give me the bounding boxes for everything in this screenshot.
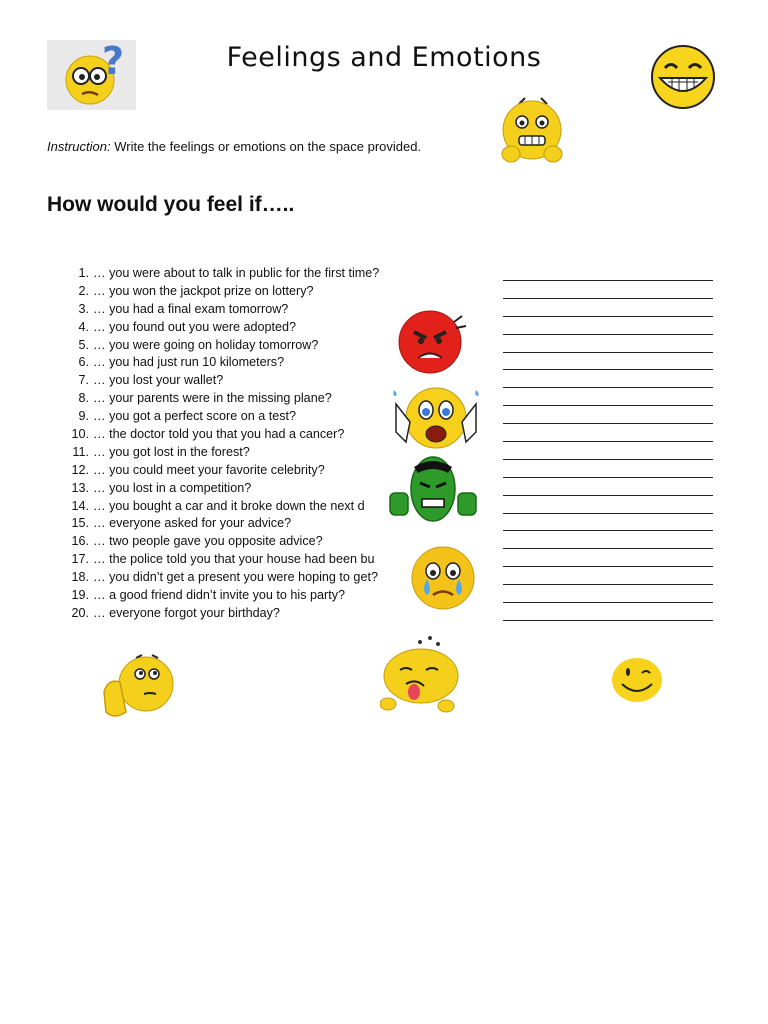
question-text: … you got lost in the forest?: [93, 444, 250, 459]
answer-blank-line[interactable]: [503, 515, 713, 531]
section-heading: How would you feel if…..: [47, 193, 295, 216]
question-number: 15.: [71, 516, 89, 531]
shocked-emoji-icon: [390, 382, 482, 454]
answer-blank-line[interactable]: [503, 372, 713, 388]
answer-blank-line[interactable]: [503, 444, 713, 460]
green-hulk-emoji-icon: [388, 455, 478, 527]
answer-blank-line[interactable]: [503, 533, 713, 549]
question-text: … you got a perfect score on a test?: [93, 409, 297, 424]
question-number: 11.: [72, 444, 89, 459]
exhausted-emoji-icon: [380, 634, 462, 716]
grinning-emoji-icon: [648, 44, 718, 110]
question-text: … everyone asked for your advice?: [93, 516, 292, 531]
question-text: … you lost in a competition?: [93, 480, 252, 495]
question-number: 19.: [71, 588, 89, 603]
answer-blank-line[interactable]: [503, 551, 713, 567]
instruction-text: Write the feelings or emotions on the space provided.: [114, 139, 422, 154]
question-text: … your parents were in the missing plane?: [93, 391, 332, 406]
question-text: … you found out you were adopted?: [93, 319, 297, 334]
question-number: 7.: [78, 373, 89, 388]
answer-blank-line[interactable]: [503, 480, 713, 496]
question-number: 12.: [71, 462, 89, 477]
question-number: 6.: [78, 355, 89, 370]
angry-emoji-icon: [388, 308, 472, 374]
crying-emoji-icon: [407, 545, 479, 611]
question-text: … you could meet your favorite celebrity?: [93, 462, 325, 477]
nervous-emoji-icon: [497, 94, 567, 170]
question-row: [63, 265, 763, 283]
question-number: 2.: [78, 283, 89, 298]
question-number: 20.: [71, 605, 89, 620]
answer-blank-line[interactable]: [503, 587, 713, 603]
question-number: 1.: [78, 266, 89, 280]
question-text: … a good friend didn’t invite you to his party?: [93, 588, 346, 603]
answer-blank-line[interactable]: [503, 408, 713, 424]
question-text: … you bought a car and it broke down the next d: [93, 498, 365, 513]
question-text: … you didn’t get a present you were hoping to get?: [93, 570, 378, 585]
question-number: 16.: [71, 534, 89, 549]
question-text: … you were going on holiday tomorrow?: [93, 337, 319, 352]
answer-blank-line[interactable]: [503, 301, 713, 317]
instruction: [47, 139, 421, 154]
answer-blank-line[interactable]: [503, 462, 713, 478]
question-text: … you lost your wallet?: [93, 373, 224, 388]
answer-blank-line[interactable]: [503, 605, 713, 621]
question-number: 10.: [71, 427, 89, 442]
winking-emoji-icon: [610, 656, 664, 704]
answer-blank-line[interactable]: [503, 390, 713, 406]
thinking-emoji-icon: [100, 652, 178, 722]
question-number: 14.: [71, 498, 89, 513]
answer-blank-line[interactable]: [503, 337, 713, 353]
answer-blank-line[interactable]: [503, 319, 713, 335]
question-number: 18.: [71, 570, 89, 585]
question-number: 17.: [71, 552, 89, 567]
answer-blank-line[interactable]: [503, 265, 713, 281]
question-number: 8.: [78, 391, 89, 406]
answer-blank-line[interactable]: [503, 283, 713, 299]
answer-blank-line[interactable]: [503, 426, 713, 442]
question-text: … the police told you that your house had been bu: [93, 552, 375, 567]
confused-glasses-emoji-icon: [52, 40, 136, 110]
instruction-label: Instruction:: [47, 139, 111, 154]
question-text: … everyone forgot your birthday?: [93, 605, 280, 620]
question-text: … the doctor told you that you had a cancer?: [93, 427, 345, 442]
question-number: 13.: [71, 480, 89, 495]
question-number: 4.: [78, 319, 89, 334]
page-title: Feelings and Emotions: [226, 42, 542, 73]
answer-blank-line[interactable]: [503, 498, 713, 514]
question-row: [63, 283, 763, 301]
svg-text:?: ?: [102, 40, 125, 83]
question-number: 5.: [78, 337, 89, 352]
answer-blank-line[interactable]: [503, 569, 713, 585]
question-text: … you had just run 10 kilometers?: [93, 355, 285, 370]
question-number: 3.: [78, 301, 89, 316]
question-text: … you won the jackpot prize on lottery?: [93, 283, 314, 298]
question-text: … you had a final exam tomorrow?: [93, 301, 289, 316]
answer-blank-line[interactable]: [503, 354, 713, 370]
question-number: 9.: [78, 409, 89, 424]
question-text: … you were about to talk in public for the first time?: [93, 266, 380, 280]
question-text: … two people gave you opposite advice?: [93, 534, 323, 549]
